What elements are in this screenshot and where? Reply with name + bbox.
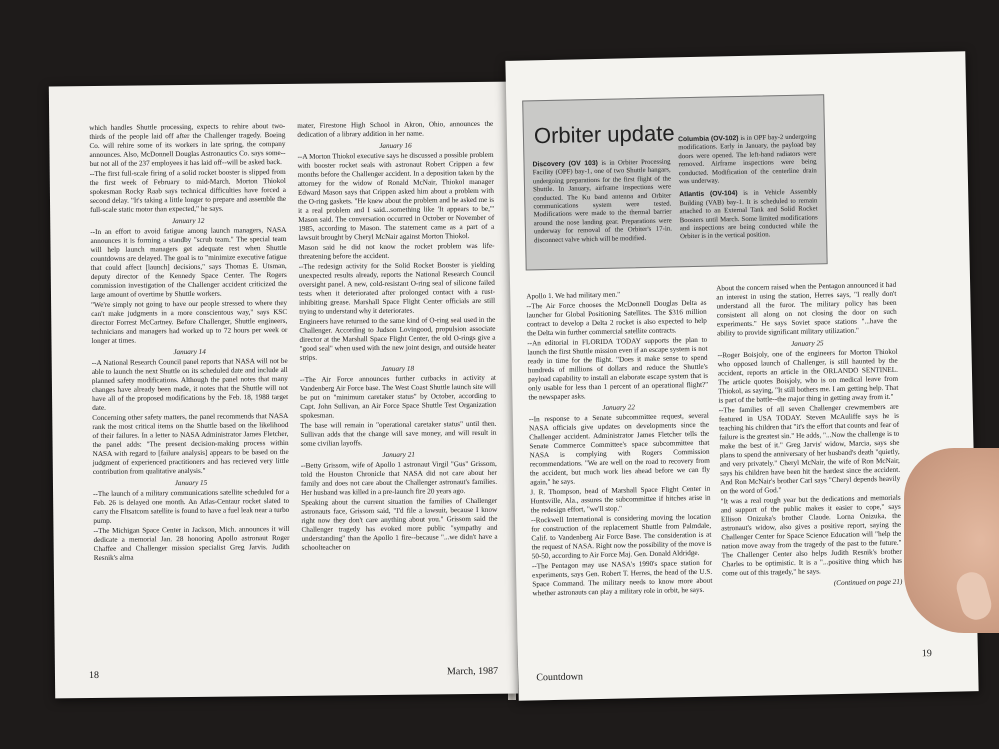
date-heading: January 22 bbox=[602, 403, 635, 412]
date-heading: January 15 bbox=[174, 478, 208, 488]
date-heading: January 21 bbox=[382, 450, 415, 459]
box-column-1 bbox=[532, 158, 672, 245]
paragraph: --The launch of a military communications satellite scheduled for a Feb. 26 is delayed one month. An Atlas-Centaur rocket slated to carry the Fltsatcom satellite is found to have a fuel leak near a turbo pump. bbox=[93, 487, 290, 525]
discovery-heading: Discovery (OV 103) bbox=[532, 159, 598, 169]
atlantis-text: is in Vehicle Assembly Building (VAB) bay-1. It is scheduled to remain attached to an External Tank and Solid Rocket Boosters until March. Some limited modifications and inspections are being conducted while the Orbiter is in the vertical position. bbox=[679, 188, 818, 241]
paragraph: --The Michigan Space Center in Jackson, Mich. announces it will dedicate a memorial Jan. 28 honoring Apollo astronaut Roger Chaffee and Challenger mission specialist Greg Jarvis. Judith Resnik's alma bbox=[93, 524, 290, 562]
date-heading: January 25 bbox=[790, 339, 824, 348]
paragraph: --Rockwell International is considering moving the location for construction of the replacement Shuttle from Palmdale, Calif. to Vandenberg Air Force Base. The consideration is at the request of NASA. Right now the possibility of the move is 50-50, according to Air Force Maj. Gen. Donald Aldridge. bbox=[530, 512, 712, 561]
date-heading: January 16 bbox=[379, 141, 412, 150]
paragraph: --A Morton Thiokol executive says he discussed a possible problem with booster rocket seals with astronaut Robert Crippen a few months before the Challenger accident. In a deposition taken by the attorney for the widow of Ronald McNair, Thiokol manager Edward Mason says that Crippen asked him about a problem with the O-ring gaskets. "He knew about the problem and he asked me is it a real problem and I said...something like 'It appears to be,'" Mason said. The conversation occurred in October or November of 1985, according to Mason. The statement came as a part of a lawsuit brought by Cheryl McNair against Morton Thiokol. bbox=[297, 150, 495, 242]
paragraph: --The Air Force chooses the McDonnell Douglas Delta as launcher for Global Positioning Satellites. The $316 million contract to develop a Delta 2 rocket is also expected to help the Delta win further commercial satellite contracts. bbox=[526, 298, 707, 338]
paragraph: which handles Shuttle processing, expects to rehire about two-thirds of the people laid off after the Challenger tragedy. Boeing Co. will rehire some of its workers in late spring, the company announces. Also, McDonnell Douglas Astronautics Co. says some--but not all of the 237 employees it has laid off--will be asked back. bbox=[89, 121, 286, 169]
paragraph: --An editorial in FLORIDA TODAY supports the plan to launch the first Shuttle mission even if an escape system is not ready in time for the flight. "Does it make sense to spend hundreds of millions of dollars and reduce the Shuttle's payload capability to install an elaborate escape system that is only usable for less than 1 percent of an operational flight?" the newspaper asks. bbox=[527, 335, 709, 402]
paragraph: --The Pentagon may use NASA's 1990's space station for experiments, says Gen. Robert T. Herres, the head of the U.S. Space Command. The military needs to know more about whether astronauts can play a military role in orbit, he says. bbox=[531, 558, 713, 598]
paragraph: Speaking about the current situation the families of Challenger astronauts face, Grissom said, "I'd file a lawsuit, because I know right now they don't care anything about you." Grissom said the Challenger tragedy has evoked more public "sympathy and understanding" than the Apollo 1 fire--because "...we didn't have a schoolteacher on bbox=[301, 496, 498, 552]
left-page bbox=[49, 82, 518, 699]
paragraph: --In an effort to avoid fatigue among launch managers, NASA announces it is forming a standby "scrub team." The special team will help launch managers get adequate rest when Shuttle countdowns are delayed. The goal is to "minimize executive fatigue that could affect [launch] decisions," says Thomas E. Utsman, deputy director of the Kennedy Space Center. The Rogers commission investigation of the Challenger accident criticized the large amount of overtime by Shuttle workers. bbox=[90, 225, 287, 300]
paragraph: --A National Research Council panel reports that NASA will not be able to launch the next Shuttle on its scheduled date and include all planned safety modifications. Although the panel notes that many changes have already been made, it notes that the Shuttle will not have all of the proposed modifications by the Feb. 18, 1988 target date. bbox=[91, 356, 289, 413]
columbia-heading: Columbia (OV-102) bbox=[677, 135, 739, 144]
discovery-text: is in Orbiter Processing Facility (OPF) bay-1, one of two Shuttle hangars, undergoing preparations for the first flight of the Shuttle. In January, airframe inspections were conducted. The Ku band antenna and Orbiter communications system were tested. Modifications were made to the thermal barrier around the nose landing gear. Preparations were underway for removal of the Orbiter's 17-in. disconnect valve which will be modified. bbox=[532, 158, 672, 244]
paragraph: J. R. Thompson, head of Marshall Space Flight Center in Huntsville, Ala., assures the subcommittee if hitches arise in the redesign effort, "we'll stop." bbox=[530, 484, 711, 515]
paragraph: --The families of all seven Challenger crewmembers are featured in USA TODAY. Steven McAuliffe says he is teaching his children that "it's the effort that counts and fear of failure is the greatest sin." He adds, "...Now the challenge is to make the best of it." Greg Jarvis' widow, Marcia, says she plans to spend the anniversary of her husband's death "quietly, and very privately." Cheryl McNair, the wife of Ron McNair, says his children have been hit the hardest since the accident. And Ron McNair's brother Carl says "Cheryl depends heavily on the word of God." bbox=[718, 402, 901, 496]
magazine-name: Countdown bbox=[536, 671, 584, 684]
right-page bbox=[505, 51, 978, 700]
right-column-2 bbox=[716, 281, 902, 592]
paragraph: --Roger Boisjoly, one of the engineers for Morton Thiokol who opposed launch of Challenger, is still haunted by the accident, reports an article in the ORLANDO SENTINEL. The article quotes Boisjoly, who is on medical leave from Thiokol, as saying, "It still bothers me. I am getting help. That is part of the battle--the major thing in getting away from it." bbox=[717, 347, 899, 405]
paragraph: --The first full-scale firing of a solid rocket booster is slipped from the first week of February to mid-March. Morton Thiokol spokesman Rocky Raab says technical difficulties have forced a second delay. "It's taking a little longer to prepare and assemble the full-scale static motor than expected," he says. bbox=[89, 167, 287, 215]
atlantis-heading: Atlantis (OV-104) bbox=[679, 190, 738, 199]
paragraph: The base will remain in "operational caretaker status" until then. Sullivan adds that the change will save money, and will result in some civilian layoffs. bbox=[300, 419, 497, 448]
paragraph: --The Air Force announces further cutbacks in activity at Vandenberg Air Force base. The West Coast Shuttle launch site will be put on "minimum caretaker status" by October, according to Capt. John Sullivan, an Air Force Space Shuttle Test Organization spokesman. bbox=[299, 373, 497, 420]
paragraph: Mason said he did not know the rocket problem was life-threatening before the accident. bbox=[298, 241, 495, 261]
page-number: 19 bbox=[921, 648, 932, 660]
paragraph: Engineers have returned to the same kind of O-ring seal used in the Challenger. According to Judson Lovingood, propulsion associate director at the Marshall Space Flight Center, the old O-rings give a "good seal" when used with the new joint design, and outside heater strips. bbox=[299, 315, 496, 362]
date-heading: January 12 bbox=[171, 216, 205, 226]
continued-note: (Continued on page 21) bbox=[833, 577, 903, 588]
left-column-2 bbox=[297, 120, 498, 554]
box-title: Orbiter update bbox=[533, 120, 675, 149]
issue-date: March, 1987 bbox=[446, 665, 499, 678]
paragraph: mater, Firestone High School in Akron, Ohio, announces the dedication of a library addition in her name. bbox=[297, 119, 494, 139]
right-column-1 bbox=[526, 289, 712, 600]
box-column-2 bbox=[678, 133, 818, 242]
paragraph: --Betty Grissom, wife of Apollo 1 astronaut Virgil "Gus" Grissom, told the Houston Chronicle that NASA did not care about her family and does not care about the Challenger astronaut's families. Her husband was killed in a pre-launch fire 20 years ago. bbox=[300, 459, 498, 497]
paragraph: "We're simply not going to have our people stressed to where they can't make judgments in a more conscientous way," says KSC director Forrest McCartney. Before Challenger, Shuttle engineers, technicians and managers had worked up to 72 hours per week or longer at times. bbox=[91, 298, 288, 346]
date-heading: January 18 bbox=[381, 364, 415, 373]
left-column-1 bbox=[89, 122, 290, 564]
paragraph: Concerning other safety matters, the panel recommends that NASA rank the most critical items on the Shuttle based on the likelihood of their failures. In a letter to NASA Administrator James Fletcher, the panel adds: "The present decision-making process within NASA with regard to [failure analysis] appears to be based on the judgment of experienced practitioners and has recieved very little contribution from qualitative analysis." bbox=[92, 411, 289, 477]
paragraph: Apollo 1. We had military men." bbox=[526, 290, 621, 301]
paragraph: --The redesign activity for the Solid Rocket Booster is yielding unexpected results already, reports the National Research Council oversight panel. A new, cold-resistant O-ring seal of silicone failed tests when it deteriorated after prolonged contact with a rust-inhibiting grease. Marshall Space Flight Center officials are still trying to understand why it deteriorates. bbox=[298, 260, 496, 316]
orbiter-update-box bbox=[522, 94, 827, 270]
paragraph: About the concern raised when the Pentagon announced it had an interest in using the station, Herres says, "I really don't understand all the furor. The military policy has been consistent all along on not closing the door on such experiments." He says Soviet space stations "...have the ability to provide significant military utilization." bbox=[716, 280, 897, 338]
page-number: 18 bbox=[88, 669, 100, 682]
paragraph: --In response to a Senate subcommittee request, several NASA officials give updates on developments since the Challenger accident. Administrator James Fletcher tells the Senate Commerce Committee's space subcommittee that NASA is complying with Rogers Commission recommendations. "We are well on the road to recovery from the accident, but much work lies ahead before we can fly again," he says. bbox=[528, 411, 711, 487]
date-heading: January 14 bbox=[173, 347, 206, 357]
paragraph: "It was a real rough year but the dedications and memorials and support of the public makes it easier to cope," says Ellison Onizuka's brother Claude. Lorna Onizuka, the astronaut's widow, also gives a positive report, saying the Challenger Center for Space Science Education will "help the nation move away from the tragedy of the past to the future." The Challenger Center also helps Judith Resnik's brother Charles to be optimistic. It is a "...positive thing which has come out of this tragedy," he says. bbox=[720, 493, 902, 578]
columbia-text: is in OPF bay-2 undergoing modifications. Early in January, the payload bay doors were opened. The left-hand radiators were removed. Airframe inspections were being conducted. Modification of the centerline drain was underway. bbox=[678, 133, 817, 186]
